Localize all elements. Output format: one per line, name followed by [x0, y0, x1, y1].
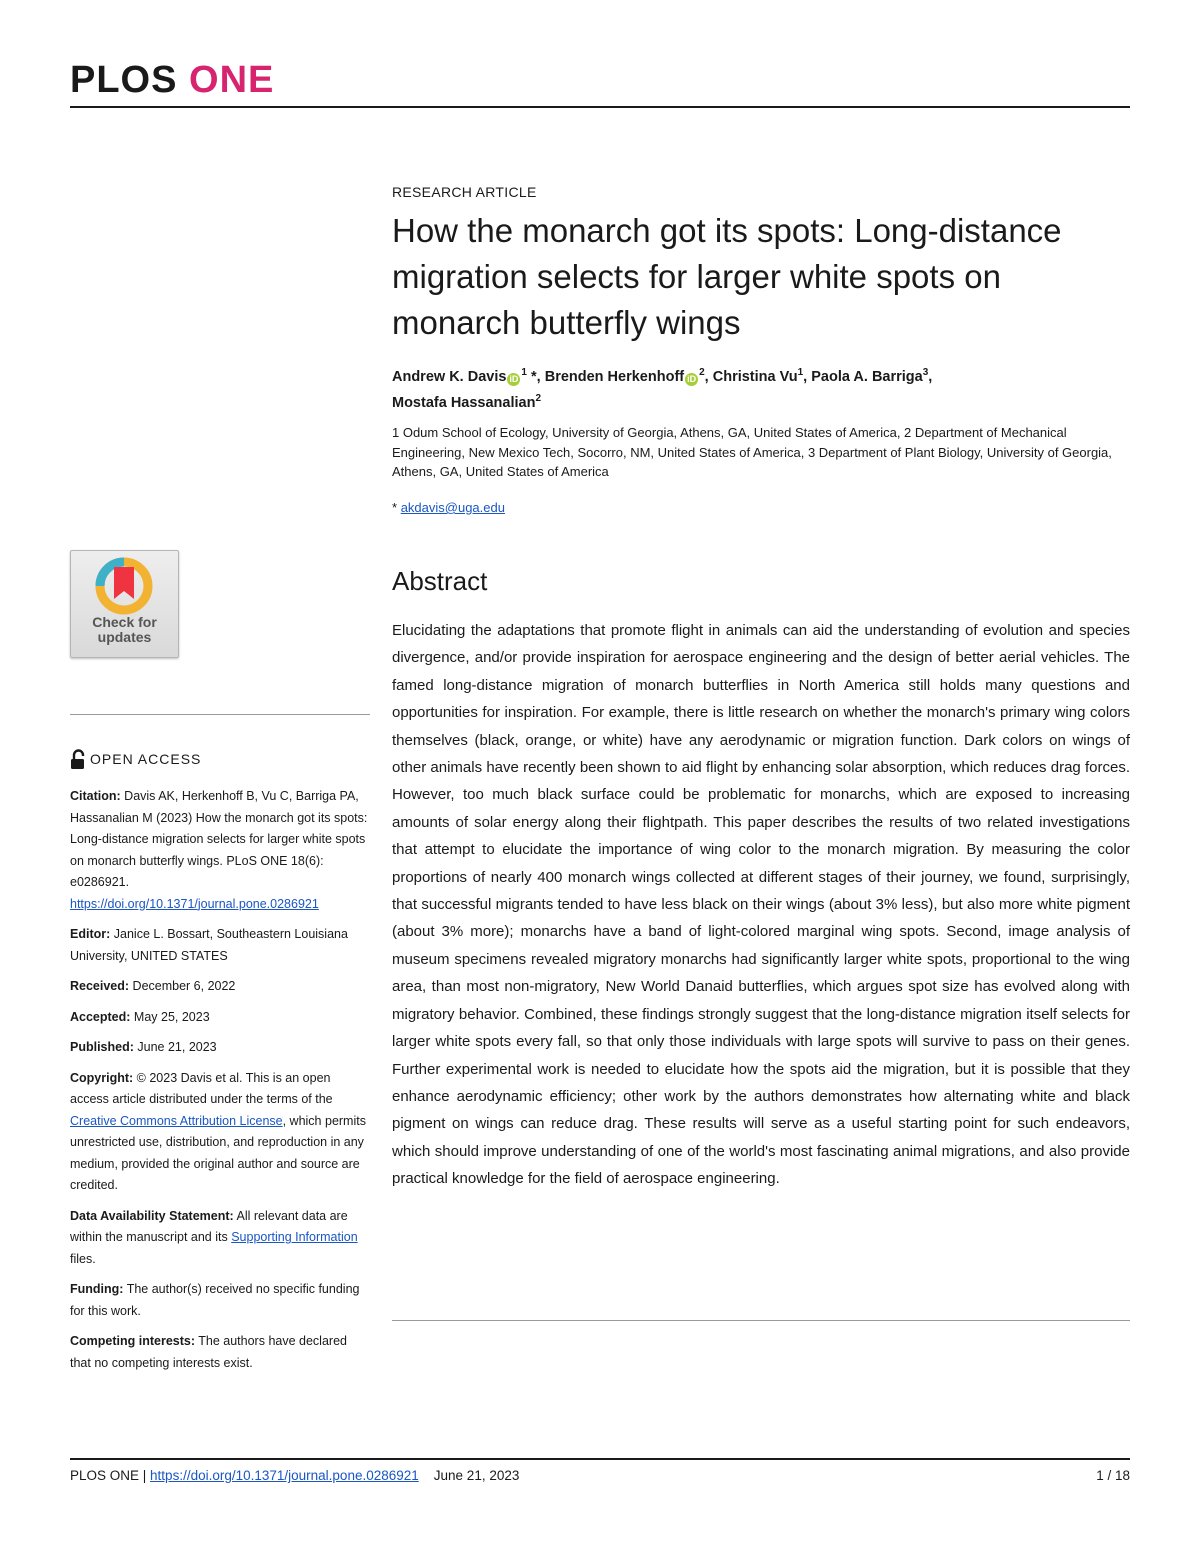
editor-text: Janice L. Bossart, Southeastern Louisiana University, UNITED STATES: [70, 927, 348, 963]
published-label: Published:: [70, 1040, 134, 1054]
published-text: June 21, 2023: [137, 1040, 217, 1054]
orcid-icon[interactable]: iD: [509, 373, 519, 384]
citation-doi-link[interactable]: https://doi.org/10.1371/journal.pone.0286921: [70, 896, 319, 911]
citation: [70, 786, 370, 915]
author-affiliation-marker: 2: [535, 392, 542, 404]
page-footer: [70, 1468, 1130, 1483]
author-name: Mostafa Hassanalian: [392, 394, 536, 411]
check-for-updates-label: [71, 615, 178, 645]
copyright-text-end: , which permits unrestricted use, distribution, and reproduction in any medium, provided the original author and source are credited.: [70, 1113, 366, 1192]
affiliations: 1 Odum School of Ecology, University of Georgia, Athens, GA, United States of America, 2 Department of Mechanical Engineering, New Mexico Tech, Socorro, NM, United States of America, 3 Department of Plant Biology, University of Georgia, Athens, GA, United States of America: [392, 425, 1112, 479]
data-availability-label: Data Availability Statement:: [70, 1208, 234, 1223]
crossmark-icon: [93, 557, 155, 615]
orcid-icon[interactable]: iD: [687, 373, 697, 384]
author-name: Paola A. Barriga: [811, 368, 923, 385]
page-number: 1 / 18: [1096, 1468, 1130, 1483]
abstract-text: Elucidating the adaptations that promote flight in animals can aid the understanding of evolution and species divergence, and/or provide inspiration for aerospace engineering and the design of better aerial vehicles. The famed long-distance migration of monarch butterflies in North America still holds many questions and opportunities for inspiration. For example, there is little research on whether the monarch's primary wing colors themselves (black, orange, or white) have any aerodynamic or migration function. Dark colors on wings of other animals have recently been shown to aid flight by enhancing solar absorption, which reduces drag forces. However, too much black surface could be problematic for monarchs, which are exposed to increasing amounts of solar energy along their flightpath. This paper describes the results of two related investigations that attempt to elucidate the importance of wing color to the monarch migration. By measuring the color proportions of nearly 400 monarch wings collected at different stages of their journey, we found, surprisingly, that successful migrants tended to have less black on their wings (about 3% less), but also more white pigment (about 3% more); monarchs have a band of light-colored marginal wing spots. Second, image analysis of museum specimens revealed migratory monarchs had significantly larger white spots, proportional to the wing area, than most non-migratory, New World Danaid butterflies, which argues spot size has evolved along with migratory behavior. Combined, these findings strongly suggest that the long-distance migration itself selects for larger white spots every fall, so that only those individuals with large spots will survive to pass on their genes. Further experimental work is needed to elucidate how the spots aid the migration, but it is possible that they enhance aerodynamic efficiency; other work by the authors demonstrates how alternating white and black pigment on wings can reduce drag. These results will serve as a useful starting point for such endeavors, which should improve understanding of one of the world's most fascinating animal migrations, and also provide practical knowledge for the field of aerospace engineering.: [392, 622, 1130, 1188]
data-availability-text: All relevant data are within the manuscript and its: [70, 1208, 348, 1244]
received-date: [70, 976, 370, 998]
funding-label: Funding:: [70, 1282, 124, 1296]
license-link[interactable]: Creative Commons Attribution License: [70, 1113, 283, 1128]
funding: [70, 1279, 370, 1322]
received-label: Received:: [70, 979, 130, 993]
author-affiliation-marker: 1: [521, 367, 527, 378]
citation-label: Citation:: [70, 789, 121, 803]
received-text: December 6, 2022: [132, 979, 236, 993]
copyright-label: Copyright:: [70, 1070, 134, 1085]
open-lock-icon: [70, 749, 86, 770]
author-affiliation-marker: 3: [922, 367, 929, 378]
open-access: [70, 748, 201, 770]
supporting-information-link[interactable]: Supporting Information: [231, 1230, 358, 1244]
corresponding-marker: *: [526, 368, 537, 385]
accepted-label: Accepted:: [70, 1009, 131, 1024]
accepted-text: May 25, 2023: [133, 1009, 210, 1024]
competing-interests: [70, 1331, 370, 1374]
corresponding-email-link[interactable]: akdavis@uga.edu: [400, 500, 505, 515]
corresponding-author: [392, 500, 505, 515]
corresponding-star: *: [392, 500, 398, 515]
published-date: [70, 1037, 370, 1059]
data-availability: [70, 1206, 370, 1271]
header-rule: [70, 106, 1130, 108]
article-title: How the monarch got its spots: Long-distance migration selects for larger white spots on monarch butterfly wings: [392, 212, 1062, 341]
article-type: RESEARCH ARTICLE: [392, 184, 537, 200]
check-for-updates-line2: updates: [97, 629, 152, 645]
footer-rule: [70, 1458, 1130, 1460]
check-for-updates-line1: Check for: [92, 614, 157, 630]
journal-logo-one: ONE: [189, 59, 275, 101]
abstract-heading: Abstract: [392, 566, 488, 596]
copyright-text: © 2023 Davis et al. This is an open access article distributed under the terms of the: [70, 1070, 333, 1106]
accepted-date: [70, 1007, 370, 1029]
editor: [70, 924, 370, 967]
competing-interests-label: Competing interests:: [70, 1334, 196, 1348]
copyright: [70, 1068, 370, 1197]
author-name: Andrew K. Davis: [392, 368, 507, 385]
article-info: [70, 786, 370, 1383]
footer-journal: PLOS ONE |: [70, 1468, 147, 1483]
author-affiliation-marker: 1: [797, 367, 804, 378]
author-name: Christina Vu: [712, 368, 798, 385]
editor-label: Editor:: [70, 927, 111, 941]
citation-text: Davis AK, Herkenhoff B, Vu C, Barriga PA, Hassanalian M (2023) How the monarch got its spots: Long-distance migration selects for larger white spots on monarch butterfly wings. PLoS ONE 18(6): e0286921.: [70, 789, 368, 889]
journal-logo: [70, 58, 274, 102]
funding-text: The author(s) received no specific funding for this work.: [70, 1282, 360, 1318]
author-affiliation-marker: 2: [699, 367, 705, 378]
journal-logo-plos: PLOS: [70, 59, 178, 101]
competing-interests-text: The authors have declared that no competing interests exist.: [70, 1334, 347, 1370]
data-availability-text-end: files.: [70, 1251, 96, 1266]
check-for-updates-badge[interactable]: [70, 550, 179, 658]
open-access-label: OPEN ACCESS: [90, 751, 202, 767]
abstract-rule: [392, 1320, 1130, 1321]
footer-doi-link[interactable]: https://doi.org/10.1371/journal.pone.0286921: [150, 1468, 419, 1483]
sidebar-rule: [70, 714, 370, 715]
footer-date: June 21, 2023: [433, 1468, 520, 1483]
author-name: Brenden Herkenhoff: [544, 368, 685, 385]
author-list: Andrew K. Davis $iD^1$ *, Brenden Herkenhoff $iD^2$, Christina Vu$^1$, Paola A. Barriga$^3$, Mostafa Hassanalian$^2$: [392, 367, 933, 411]
